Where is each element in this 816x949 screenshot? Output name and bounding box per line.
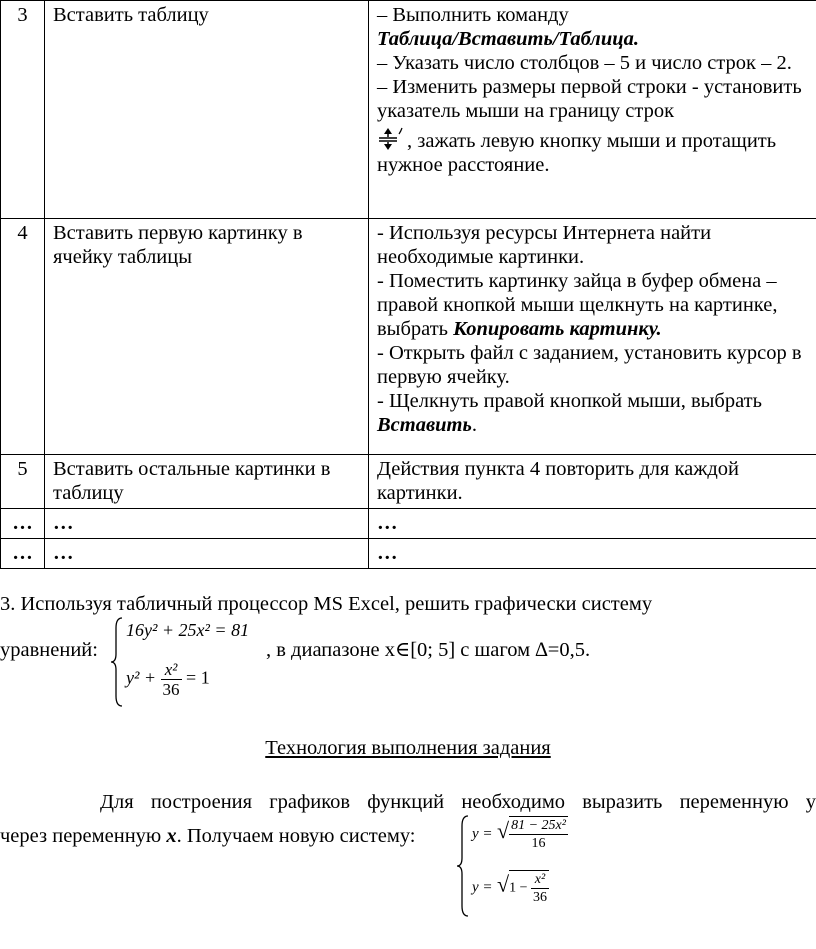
step-number: …: [1, 509, 45, 539]
solved-system: [456, 812, 606, 922]
step-action: Вставить остальные картинки в таблицу: [45, 455, 369, 509]
tech-line: - Щелкнуть правой кнопкой мыши, выбрать Вставить.: [377, 390, 762, 436]
step-technology: [369, 219, 816, 455]
step-number: …: [1, 539, 45, 569]
solved-equation-2: y = √1 − $\frac{\text{x²}}{36}$: [472, 871, 548, 905]
solved-equation-1: y = √ $\frac{\text{81 − 25x²}}{16}$: [472, 818, 566, 851]
copy-picture-command: Копировать картинку.: [453, 318, 662, 340]
table-row: [1, 219, 816, 455]
tech-line: - Открыть файл с заданием, установить курсор в первую ячейку.: [377, 342, 802, 388]
step-action: …: [45, 539, 369, 569]
step-number: 5: [1, 455, 45, 509]
table-row: [1, 1, 816, 219]
menu-command: Таблица/Вставить/Таблица.: [377, 28, 640, 50]
step-number: 3: [1, 1, 45, 219]
tech-line: , зажать левую кнопку мыши и протащить нужное расстояние.: [377, 127, 816, 177]
step-number: 4: [1, 219, 45, 455]
task-line-2-prefix: уравнений:: [0, 639, 98, 661]
step-action: …: [45, 509, 369, 539]
paragraph-line-1: Для построения графиков функций необходимо выразить переменную y: [100, 791, 816, 813]
tech-line: - Используя ресурсы Интернета найти необходимые картинки.: [377, 222, 712, 268]
tech-line: – Выполнить команду: [377, 4, 569, 26]
step-technology: [369, 1, 816, 219]
row-resize-cursor-icon: [377, 127, 405, 151]
equation-2: y² + $\frac{\text{x²}}{36}$ = 1: [126, 660, 210, 699]
table-row: [1, 455, 816, 509]
table-row: [1, 539, 816, 569]
paste-command: Вставить: [377, 414, 472, 436]
task-line-2-suffix: , в диапазоне x∈[0; 5] с шагом ∆=0,5.: [266, 639, 591, 661]
equation-system: [110, 614, 270, 710]
step-action: Вставить первую картинку в ячейку таблицы: [45, 219, 369, 455]
brace-icon: [456, 814, 470, 918]
tech-line: – Изменить размеры первой строки - установить указатель мыши на границу строк: [377, 76, 802, 122]
table-row: [1, 509, 816, 539]
task-line-1: 3. Используя табличный процессор MS Excel, решить графически систему: [0, 593, 653, 615]
step-technology: …: [369, 509, 816, 539]
step-technology: …: [369, 539, 816, 569]
equation-1: 16y² + 25x² = 81: [126, 620, 250, 640]
section-heading: Технология выполнения задания: [265, 737, 551, 759]
tech-line: - Поместить картинку зайца в буфер обмена – правой кнопкой мыши щелкнуть на картинке, выбрать Копировать картинку.: [377, 270, 778, 340]
brace-icon: [110, 616, 124, 708]
step-action: Вставить таблицу: [45, 1, 369, 219]
paragraph-line-2: через переменную x. Получаем новую систему:: [0, 825, 416, 847]
step-technology: Действия пункта 4 повторить для каждой картинки.: [369, 455, 816, 509]
tech-line: – Указать число столбцов – 5 и число строк – 2.: [377, 52, 792, 74]
